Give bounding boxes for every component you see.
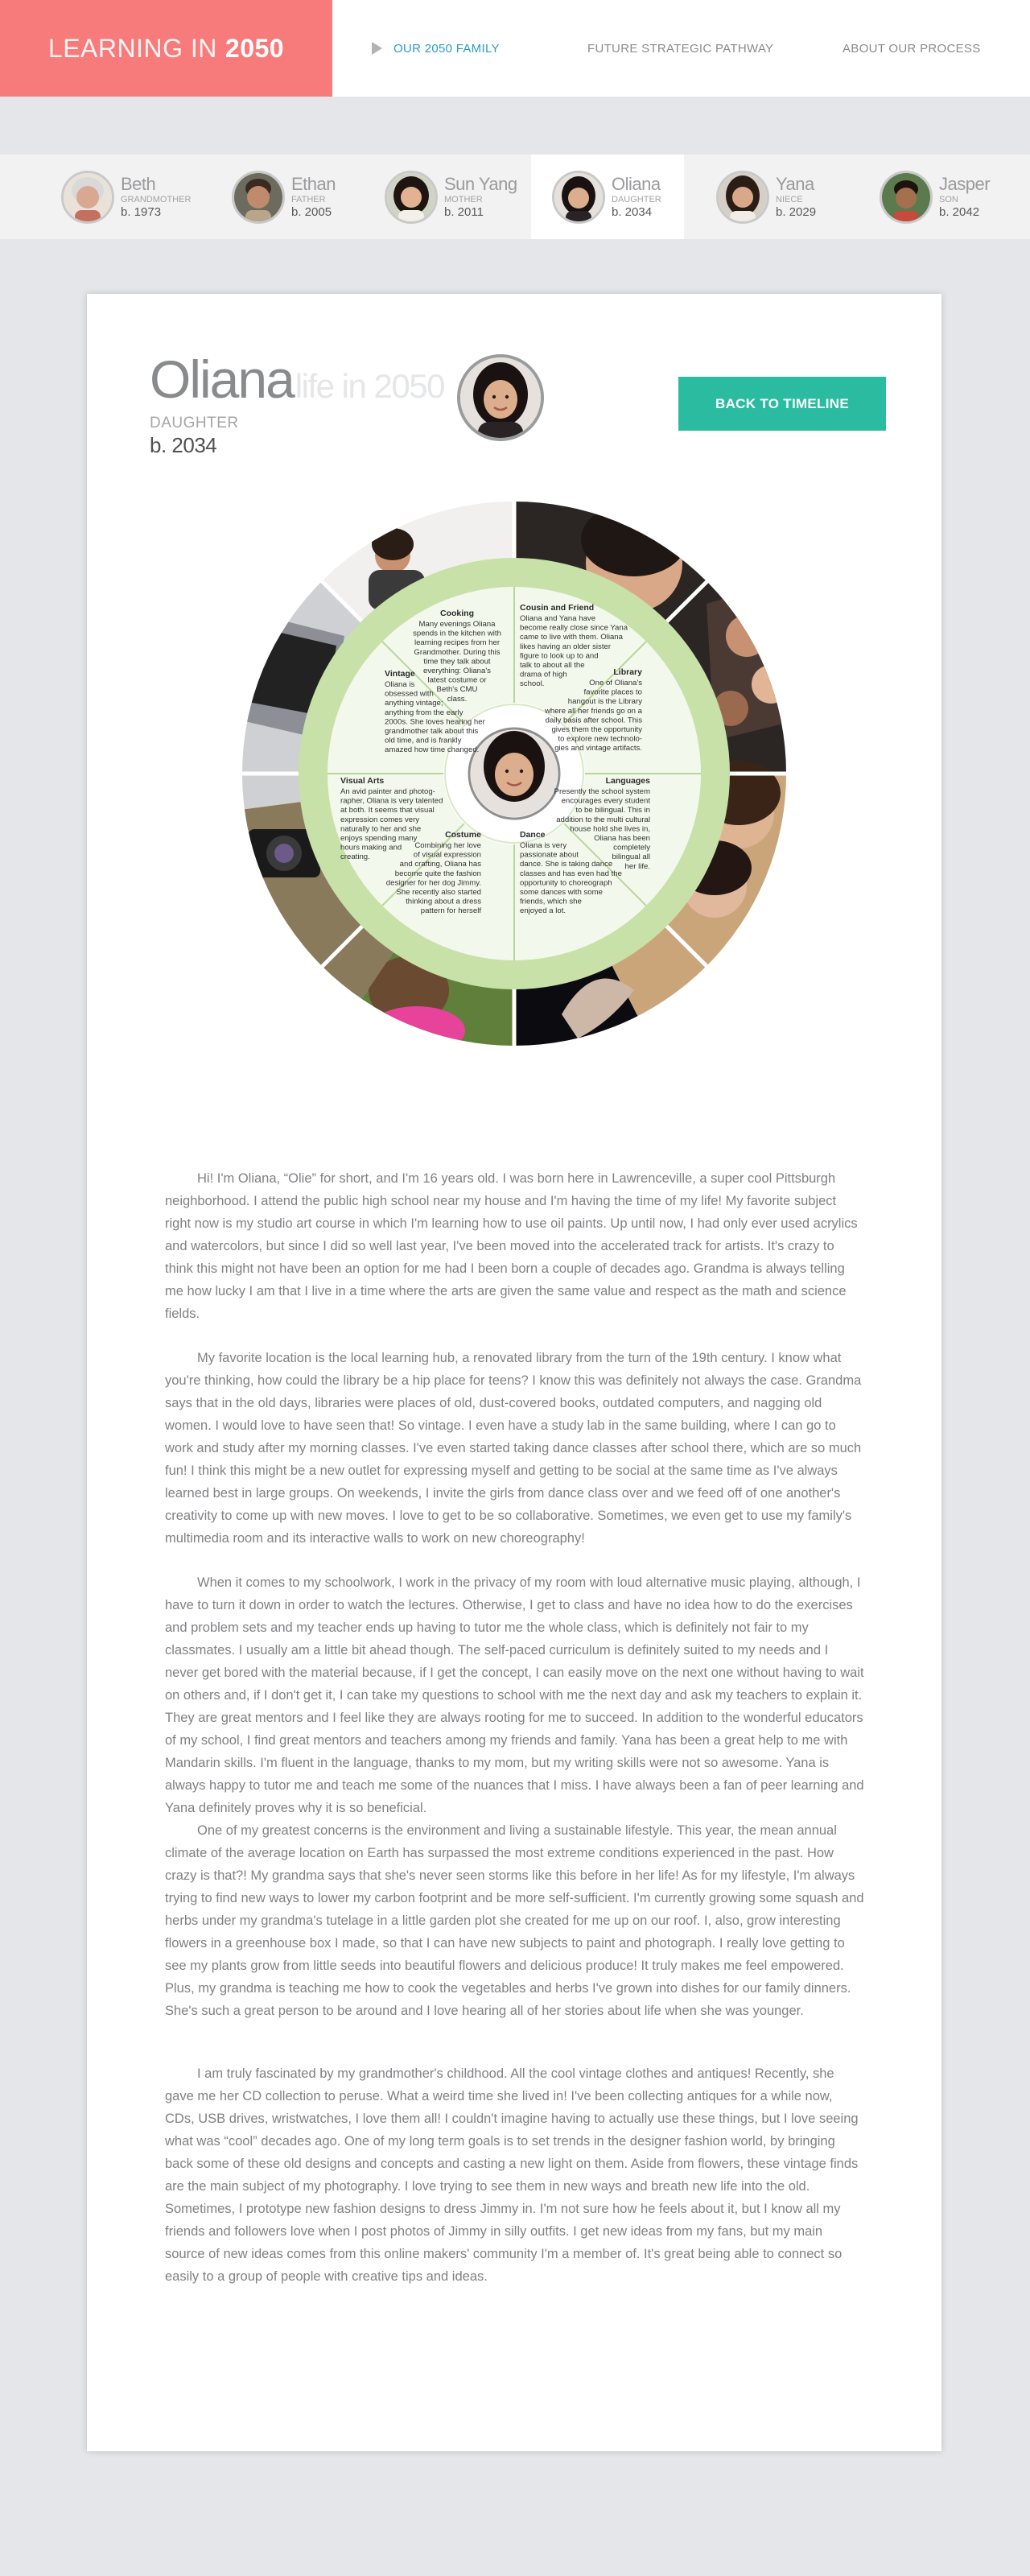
story-paragraph: One of my greatest concerns is the environment and living a sustainable lifestyle. This year, the mean annual climate of the average location on Earth has surpassed the most extreme conditions experienced in the past. How crazy is that?! My grandma says that she's never seen storms like this before in her life! As for my lifestyle, I'm always trying to find new ways to lower my carbon footprint and be more self-sufficient. I'm currently growing some squash and herbs under my grandma's tutelage in a little garden plot she created for me up on our roof. I, also, grow interesting flowers in a greenhouse box I made, so that I can have new subjects to paint and photograph. I really love getting to see my plants grow from little seeds into beautiful flowers and delicious produce! It truly makes me feel empowered. Plus, my grandma is teaching me how to cook the vegetables and herbs I've grown into dishes for our family dinners. She's such a great person to be around and I love hearing all of her stories about life when she was younger.: [165, 1823, 864, 2018]
family-member-oliana[interactable]: [531, 155, 684, 239]
wheel-segment-title: Cooking: [440, 609, 474, 618]
family-member-beth[interactable]: [61, 155, 214, 239]
wheel-segment-line: An avid painter and photog-: [340, 787, 435, 796]
wheel-segment-line: amazed how time changed.: [385, 745, 480, 755]
wheel-segment-line: addition to the multi cultural: [556, 815, 650, 824]
member-name: Ethan: [291, 173, 336, 194]
member-born: b. 2029: [776, 205, 817, 220]
family-member-sun-yang[interactable]: [385, 155, 538, 239]
wheel-segment-line: came to live with them. Oliana: [520, 633, 623, 642]
profile-title: [150, 349, 444, 410]
wheel-segment-line: Oliana is very: [520, 841, 567, 850]
wheel-segment-title: Languages: [605, 776, 650, 786]
wheel-segment-line: Many evenings Oliana: [418, 620, 496, 629]
wheel-segment-line: time they talk about: [423, 657, 491, 667]
back-to-timeline-button[interactable]: BACK TO TIMELINE: [678, 377, 886, 431]
wheel-segment-title: Visual Arts: [340, 776, 385, 786]
wheel-segment-line: pattern for herself: [420, 906, 481, 916]
wheel-segment-line: to explore new technolo-: [558, 734, 642, 744]
wheel-segment-line: Beth's CMU: [436, 685, 478, 695]
avatar: [716, 171, 769, 224]
wheel-segment-line: likes having an older sister: [520, 642, 612, 651]
wheel-segment-title: Costume: [445, 830, 481, 840]
wheel-segment-line: Oliana and Yana have: [520, 614, 596, 623]
brand-logo[interactable]: [0, 0, 332, 97]
family-member-jasper[interactable]: [880, 155, 1030, 239]
wheel-segment-line: spends in the kitchen with: [413, 629, 501, 638]
wheel-segment-line: her life.: [624, 861, 650, 871]
wheel-segment-line: to be bilingual. This in: [575, 806, 650, 815]
nav-label: ABOUT OUR PROCESS: [843, 41, 981, 56]
wheel-segment-line: figure to look up to and: [520, 651, 599, 661]
family-strip: [0, 155, 1030, 239]
wheel-segment-line: opportunity to choreograph: [520, 878, 612, 888]
member-role: MOTHER: [444, 194, 483, 204]
nav-our-family[interactable]: [372, 0, 500, 97]
wheel-segment-line: 2000s. She loves hearing her: [385, 717, 485, 727]
brand-text: LEARNING IN: [47, 33, 217, 63]
wheel-segment-line: old time, and is frankly: [385, 736, 462, 745]
wheel-segment-line: grandmother talk about this: [385, 727, 479, 736]
wheel-segment-line: latest costume or: [427, 675, 487, 685]
wheel-segment-line: passionate about: [520, 850, 579, 860]
wheel-segment-line: at both. It seems that visual: [340, 806, 435, 815]
nav-future-pathway[interactable]: [587, 0, 773, 97]
wheel-segment-line: creating.: [340, 852, 370, 862]
family-member-yana[interactable]: [716, 155, 869, 239]
wheel-segment-title: Dance: [520, 830, 546, 840]
wheel-segment-line: school.: [520, 679, 545, 689]
wheel-segment-line: become really close since Yana: [520, 623, 628, 633]
wheel-segment-line: expression comes very: [340, 815, 420, 824]
wheel-segment-line: favorite places to: [583, 687, 642, 697]
wheel-segment-line: bilingual all: [612, 852, 650, 862]
wheel-segment-line: of visual expression: [413, 850, 481, 860]
story-text: [165, 1167, 865, 2310]
wheel-segment-line: gives them the opportunity: [551, 725, 642, 734]
wheel-segment-line: Combining her love: [414, 841, 481, 850]
profile-avatar: [457, 354, 544, 441]
wheel-segment-title: Library: [613, 667, 642, 677]
wheel-segment-line: anything vintage;: [385, 699, 443, 708]
story-paragraph: Hi! I'm Oliana, “Olie” for short, and I'm 16 years old. I was born here in Lawrenceville, a super cool Pittsburgh neighborhood. I attend the public high school near my house and I'm having the time of my life! My favorite subject right now is my studio art course in which I'm learning how to use oil paints. Up until now, I had only ever used acrylics and watercolors, but since I did so well last year, I've been moved into the accelerated track for artists. It's crazy to think this might not have been an option for me had I been born a couple of decades ago. Grandma is always telling me how lucky I am that I live in a time where the arts are given the same value and respect as the math and science fields.: [165, 1171, 858, 1321]
wheel-segment-line: and crafting, Oliana has: [399, 860, 481, 869]
member-name: Beth: [121, 173, 156, 194]
profile-born: b. 2034: [150, 433, 217, 457]
wheel-segment-line: dance. She is taking dance: [520, 860, 613, 869]
avatar: [552, 171, 605, 224]
avatar: [385, 171, 438, 224]
member-name: Yana: [776, 173, 814, 194]
story-paragraph: I am truly fascinated by my grandmother's childhood. All the cool vintage clothes and antiques! Recently, she gave me her CD collection to peruse. What a weird time she lived in! I've been collecting antiques for a while now, CDs, USB drives, wristwatches, I love them all! I couldn't imagine having to actually use these things, but I love seeing what was “cool” decades ago. One of my long term goals is to set trends in the designer fashion world, by bringing back some of these old designs and concepts and casting a new light on them. Aside from flowers, these vintage finds are the main subject of my photography. I love trying to see them in new ways and breath new life into the old. Sometimes, I prototype new fashion designs to dress Jimmy in. I'm not sure how he feels about it, but I know all my friends and followers love when I post photos of Jimmy in silly outfits. I get new ideas from my fans, but my main source of new ideas comes from this online makers' community I'm a member of. It's great being able to connect so easily to a group of people with creative tips and ideas.: [165, 2066, 859, 2284]
wheel-segment-line: thinking about a dress: [406, 897, 481, 906]
wheel-segment-line: class.: [447, 694, 468, 704]
wheel-segment-line: Oliana is: [385, 680, 415, 689]
profile-card: [87, 294, 941, 2451]
member-name: Sun Yang: [444, 173, 517, 194]
wheel-segment-line: Grandmother. During this: [414, 647, 501, 657]
top-bar: [0, 0, 1030, 97]
member-born: b. 2042: [939, 205, 980, 220]
wheel-segment-line: obsessed with: [385, 689, 434, 699]
interest-wheel: [216, 475, 813, 1072]
wheel-segment-line: gies and vintage artifacts.: [554, 744, 642, 753]
avatar: [880, 171, 933, 224]
nav-label: FUTURE STRATEGIC PATHWAY: [587, 41, 774, 56]
wheel-segment-line: become quite the fashion: [394, 869, 481, 878]
wheel-segment-line: hours making and: [340, 843, 402, 852]
profile-role: DAUGHTER: [150, 415, 239, 431]
wheel-segment-line: completely: [613, 843, 650, 852]
member-born: b. 2034: [612, 205, 653, 220]
profile-subtitle: life in 2050: [295, 367, 444, 405]
member-born: b. 2005: [291, 205, 332, 220]
wheel-segment-line: Oliana has been: [594, 834, 650, 843]
wheel-segment-title: Cousin and Friend: [520, 603, 595, 613]
nav-about-process[interactable]: [843, 0, 981, 97]
wheel-segment-line: She recently also started: [396, 888, 481, 897]
wheel-segment-line: friends, which she: [520, 897, 582, 906]
wheel-segment-line: learning recipes from her: [414, 638, 501, 648]
family-member-ethan[interactable]: [232, 155, 385, 239]
wheel-segment-line: rapher, Oliana is very talented: [340, 796, 443, 806]
wheel-segment-line: some dances with some: [520, 888, 603, 897]
play-arrow-icon: [372, 42, 382, 55]
wheel-segment-line: talk to about all the: [520, 661, 585, 670]
member-name: Jasper: [939, 173, 991, 194]
wheel-segment-line: Presently the school system: [554, 787, 650, 796]
avatar: [61, 171, 114, 224]
wheel-segment-line: enjoys spending many: [340, 834, 418, 843]
wheel-segment-line: classes and has even had the: [520, 869, 622, 878]
wheel-segment-line: hangout is the Library: [567, 697, 642, 707]
member-born: b. 1973: [121, 205, 162, 220]
member-role: GRANDMOTHER: [121, 194, 192, 204]
member-role: NIECE: [776, 194, 803, 204]
wheel-segment-line: drama of high: [520, 670, 567, 679]
member-born: b. 2011: [444, 205, 484, 220]
profile-name: Oliana: [150, 349, 294, 409]
wheel-segment-line: naturally to her and she: [340, 824, 422, 834]
wheel-segment-line: anything from the early: [385, 708, 464, 717]
wheel-segment-line: One of Oliana's: [589, 679, 642, 687]
wheel-segment-line: everything: Oliana's: [423, 667, 491, 675]
wheel-segment-line: house hold she lives in,: [570, 824, 650, 834]
story-paragraph: My favorite location is the local learning hub, a renovated library from the turn of the 19th century. I know what you're thinking, how could the library be a hip place for teens? I know this was definitely not always the case. Grandma says that in the old days, libraries were places of old, dust-covered books, outdated computers, and nagging old women. I would love to have seen that! So vintage. I even have a study lab in the same building, where I can go to work and study after my morning classes. I've even started taking dance classes after school there, which are so much fun! I think this might be a new outlet for expressing myself and getting to be social at the same time as I've always learned best in large groups. On weekends, I invite the girls from dance class over and we feed off of one another's creativity to come up with new moves. I love to get to be so collaborative. Sometimes, we even get to use my family's multimedia room and its interactive walls to work on new choreography!: [165, 1351, 862, 1546]
wheel-segment-title: Vintage: [385, 669, 415, 679]
member-role: SON: [939, 194, 958, 204]
member-name: Oliana: [612, 173, 661, 194]
wheel-segment-line: encourages every student: [561, 796, 650, 806]
wheel-segment-line: designer for her dog Jimmy.: [385, 878, 481, 888]
wheel-segment-line: enjoyed a lot.: [520, 906, 566, 916]
story-paragraph: When it comes to my schoolwork, I work in the privacy of my room with loud alternative music playing, although, I have to turn it down in order to watch the lectures. Otherwise, I get to class and have no idea how to do the exercises and problem sets and my teacher ends up having to tutor me the whole class, which is definitely not fair to my classmates. I usually am a little bit ahead though. The self-paced curriculum is definitely suited to my needs and I never get bored with the material because, if I get the concept, I can easily move on the next one without having to wait on others and, if I don't get it, I can take my questions to school with me the next day and ask my teachers to explain it. They are great mentors and I feel like they are always rooting for me to succeed. In addition to the wonderful educators of my school, I find great mentors and teachers among my friends and family. Yana has been a great help to me with Mandarin skills. I'm fluent in the language, thanks to my mom, but my writing skills were not so awesome. Yana is always happy to tutor me and teach me some of the nuances that I miss. I have always been a fan of peer learning and Yana definitely proves why it is so beneficial.: [165, 1575, 864, 1815]
wheel-segment-line: daily basis after school. This: [545, 716, 642, 725]
avatar: [232, 171, 285, 224]
member-role: DAUGHTER: [612, 194, 661, 204]
nav-label: OUR 2050 FAMILY: [393, 41, 500, 56]
wheel-segment-line: where all her friends go on a: [544, 706, 642, 716]
member-role: FATHER: [291, 194, 326, 204]
brand-year: 2050: [225, 33, 285, 63]
